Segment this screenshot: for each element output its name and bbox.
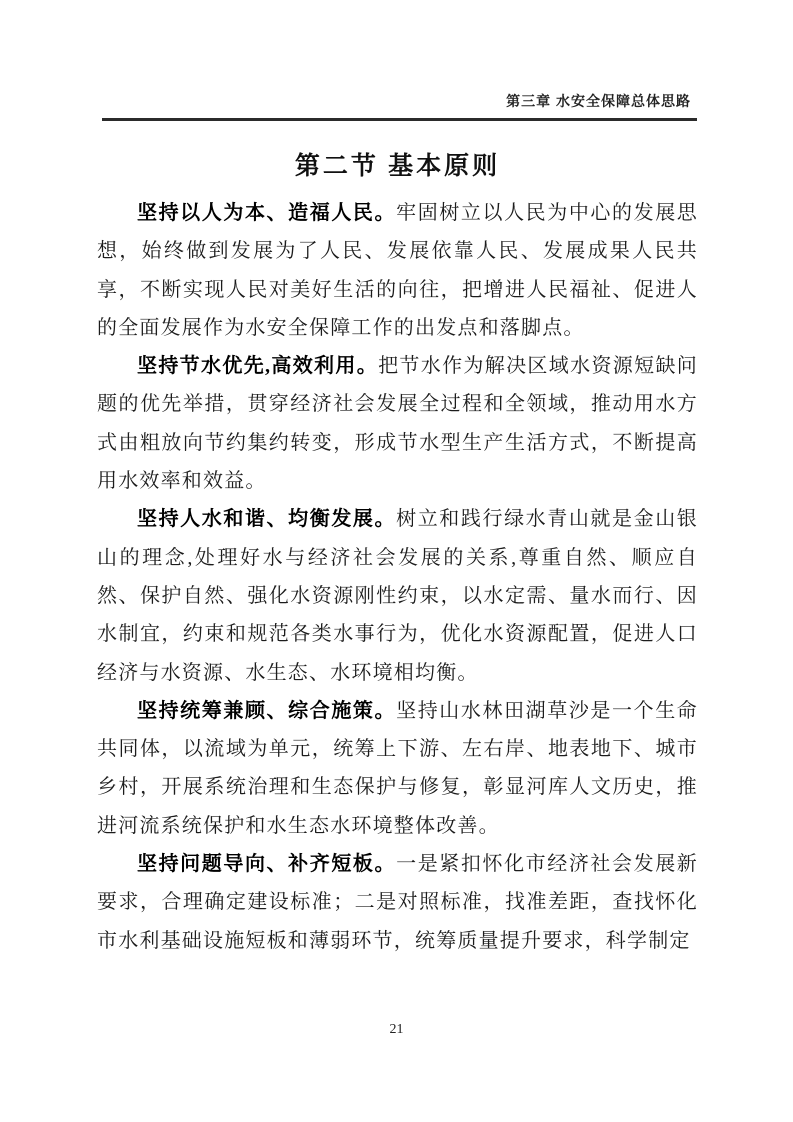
paragraph-lead: 坚持人水和谐、均衡发展。 xyxy=(137,508,397,531)
paragraph-text: 把节水作为解决区域水资源短缺问题的优先举措，贯穿经济社会发展全过程和全领域，推动用水方式由粗放向节约集约转变，形成节水型生产生活方式，不断提高用水效率和效益。 xyxy=(97,355,698,493)
header-rule xyxy=(102,118,697,121)
paragraph-text: 牢固树立以人民为中心的发展思想，始终做到发展为了人民、发展依靠人民、发展成果人民共享，不断实现人民对美好生活的向往，把增进人民福祉、促进人的全面发展作为水安全保障工作的出发点和落脚点。 xyxy=(97,202,698,339)
document-body xyxy=(97,194,698,960)
paragraph xyxy=(97,194,698,347)
section-title: 第二节 基本原则 xyxy=(294,153,501,180)
paragraph-lead: 坚持统筹兼顾、综合施策。 xyxy=(137,699,397,722)
paragraph xyxy=(97,845,698,960)
paragraph-text: 坚持山水林田湖草沙是一个生命共同体，以流域为单元，统筹上下游、左右岸、地表地下、城市乡村，开展系统治理和生态保护与修复，彰显河库人文历史，推进河流系统保护和水生态水环境整体改善。 xyxy=(97,699,698,837)
paragraph-text: 一是紧扣怀化市经济社会发展新要求，合理确定建设标准；二是对照标准，找准差距，查找怀化市水利基础设施短板和薄弱环节，统筹质量提升要求，科学制定 xyxy=(97,853,698,952)
paragraph-lead: 坚持以人为本、造福人民。 xyxy=(137,202,397,224)
paragraph xyxy=(97,692,698,845)
paragraph xyxy=(97,500,698,691)
paragraph-lead: 坚持节水优先,高效利用。 xyxy=(137,355,379,378)
paragraph xyxy=(97,347,698,500)
paragraph-lead: 坚持问题导向、补齐短板。 xyxy=(137,853,397,876)
page-number: 21 xyxy=(389,1022,404,1037)
running-header-chapter: 第三章 水安全保障总体思路 xyxy=(506,93,691,109)
paragraph-text: 树立和践行绿水青山就是金山银山的理念,处理好水与经济社会发展的关系,尊重自然、顺应自然、保护自然、强化水资源刚性约束，以水定需、量水而行、因水制宜，约束和规范各类水事行为，优化水资源配置，促进人口经济与水资源、水生态、水环境相均衡。 xyxy=(97,508,698,684)
